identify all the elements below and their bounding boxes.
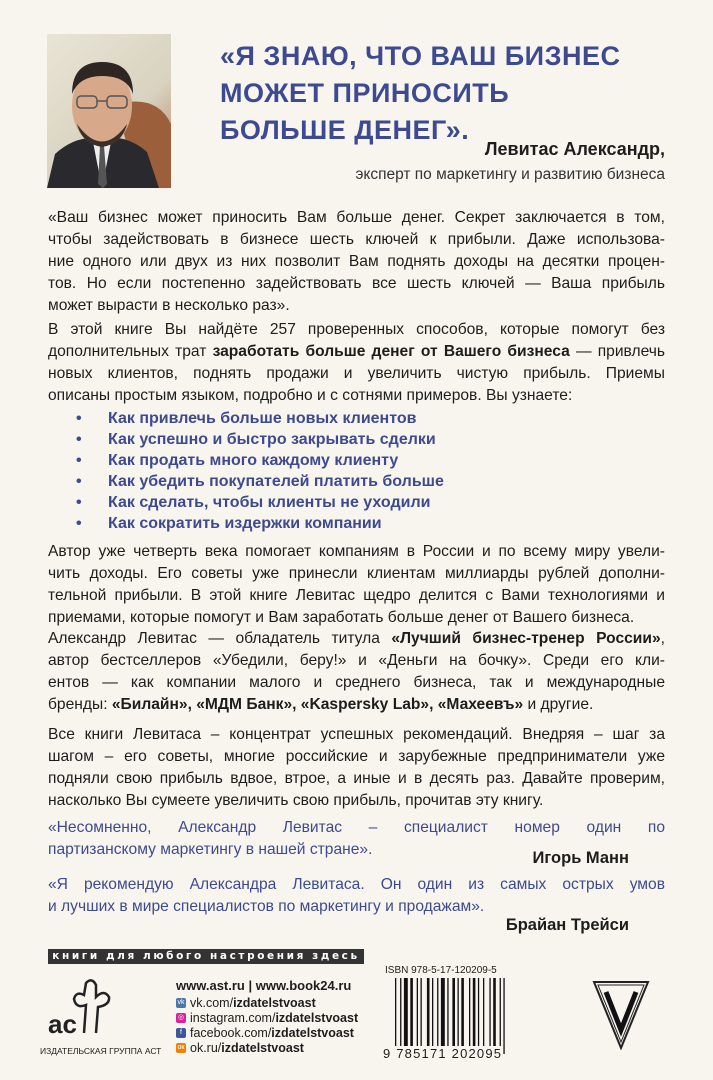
barcode-bar (410, 978, 413, 1046)
isbn: ISBN 978-5-17-120209-5 (385, 965, 497, 976)
headline-line: «Я ЗНАЮ, ЧТО ВАШ БИЗНЕС (220, 41, 621, 71)
text-line (48, 319, 665, 341)
text: описаны простым языком, подробно и с сотнями примеров. Вы узнаете: (48, 387, 573, 404)
text: приемами, которые помогут и Вам заработать больше денег от Вашего бизнеса. (48, 609, 635, 626)
text: Автор уже четверть века помогает компаниям в России и по всему миру увели- (48, 543, 665, 560)
author-role: эксперт по маркетингу и развитию бизнеса (355, 166, 665, 183)
vk-icon: vk (177, 998, 185, 1006)
barcode-bar (395, 978, 396, 1054)
text: шагом – его советы, многие российские и зарубежные предприниматели уже (48, 748, 665, 765)
barcode-bar (437, 978, 438, 1046)
text-line (48, 385, 665, 407)
social-link[interactable] (176, 1025, 358, 1040)
text: насколько Вы сумеете увеличить свою прибыль, прочитав эту книгу. (48, 792, 544, 809)
instagram-icon: ◎ (177, 1013, 185, 1021)
text-line (48, 628, 665, 650)
svg-text:ac: ac (48, 1009, 77, 1039)
list-item-text: Как убедить покупателей платить больше (108, 473, 444, 490)
text-line (48, 724, 665, 746)
text-line (48, 563, 665, 585)
barcode-bar (417, 978, 418, 1046)
testimonial-author: Игорь Манн (532, 849, 629, 867)
barcode-bar (400, 978, 401, 1054)
paragraph (48, 207, 665, 317)
text: может вырасти в несколько раз». (48, 297, 290, 314)
bullet-icon: • (76, 410, 82, 427)
bullet-icon: • (76, 431, 82, 448)
paragraph (48, 628, 665, 716)
text: Все книги Левитаса – концентрат успешных рекомендаций. Внедряя – шаг за (48, 726, 665, 743)
text-line (48, 273, 665, 295)
barcode-digits: 9 785171 202095 (383, 1046, 503, 1061)
text-line (48, 607, 665, 629)
text: «Ваш бизнес может приносить Вам больше денег. Секрет заключается в том, (48, 209, 665, 226)
barcode-bar (452, 978, 455, 1054)
barcode (391, 978, 507, 1056)
text: Александр Левитас — обладатель титула (48, 630, 392, 647)
paragraph (48, 319, 665, 407)
text-line (48, 541, 665, 563)
barcode-bar (493, 978, 496, 1046)
barcode-bar (427, 978, 430, 1046)
barcode-bar (489, 978, 490, 1046)
barcode-bar (478, 978, 479, 1046)
text: чтобы задействовать в бизнесе шесть ключей к прибыли. Даже использова- (48, 231, 665, 248)
barcode-bar (469, 978, 470, 1046)
odnoklassniki-icon: ок (177, 1043, 185, 1051)
author-name: Левитас Александр, (484, 139, 665, 159)
text-line (48, 746, 665, 768)
quote-line: «Я рекомендую Александра Левитаса. Он один из самых острых умов (48, 876, 665, 893)
text-line (48, 585, 665, 607)
list-item-text: Как успешно и быстро закрывать сделки (108, 431, 436, 448)
link-handle: izdatelstvoast (275, 1010, 359, 1025)
barcode-bar (441, 978, 445, 1046)
barcode-bar (447, 978, 448, 1046)
list-item (76, 492, 636, 513)
list-item (76, 408, 636, 429)
link-prefix: instagram.com/ (190, 1010, 276, 1025)
list-item-text: Как сделать, чтобы клиенты не уходили (108, 494, 431, 511)
link-handle: izdatelstvoast (233, 995, 316, 1010)
text: и другие. (523, 696, 594, 713)
link-handle: izdatelstvoast (271, 1025, 354, 1040)
headline-line: МОЖЕТ ПРИНОСИТЬ (220, 78, 510, 108)
text: подняли свою прибыль вдвое, втрое, а иные и в десять раз. Давайте проверим, (48, 770, 665, 787)
age-rating-triangle-icon (592, 980, 650, 1054)
bold-text: «Билайн», «МДМ Банк», «Kaspersky Lab», «Махеевъ» (111, 696, 524, 713)
barcode-bar (473, 978, 476, 1046)
text: дополнительных трат (48, 343, 213, 360)
list-item (76, 471, 636, 492)
social-link[interactable] (176, 1010, 358, 1025)
text-line (48, 363, 665, 385)
text-line (48, 650, 665, 672)
website-links[interactable]: www.ast.ru | www.book24.ru (176, 977, 352, 993)
paragraph (48, 724, 665, 812)
link-prefix: vk.com/ (190, 995, 234, 1010)
text-line (48, 790, 665, 812)
headline-quote (220, 38, 690, 149)
list-item (76, 450, 636, 471)
publisher-name: ИЗДАТЕЛЬСКАЯ ГРУППА АСТ (40, 1046, 162, 1056)
list-item (76, 513, 636, 534)
text: бренды: (48, 696, 112, 713)
link-handle: izdatelstvoast (221, 1040, 304, 1055)
list-item-text: Как продать много каждому клиенту (108, 452, 399, 469)
publisher-links (176, 975, 358, 1055)
link-prefix: facebook.com/ (190, 1025, 272, 1040)
barcode-bar (500, 978, 501, 1046)
text-line (48, 207, 665, 229)
text: тов. Но если постепенно задействовать все шесть ключей — Ваша прибыль (48, 275, 665, 292)
list-item-text: Как привлечь больше новых клиентов (108, 410, 417, 427)
social-link[interactable] (176, 1040, 358, 1055)
headline-line: БОЛЬШЕ ДЕНЕГ». (220, 115, 470, 145)
text: В этой книге Вы найдёте 257 проверенных способов, которые помогут без (48, 321, 665, 338)
bold-text: «Лучший бизнес-тренер России» (391, 630, 661, 647)
text: чить доходы. Его советы уже принесли клиентам миллиарды рублей дополни- (48, 565, 665, 582)
text-line (48, 672, 665, 694)
text: ентов — как компании малого и среднего бизнеса, так и международные (48, 674, 665, 691)
barcode-bar (432, 978, 433, 1046)
ast-logo (46, 975, 116, 1045)
list-item (76, 429, 636, 450)
barcode-bar (404, 978, 408, 1046)
social-link[interactable] (176, 995, 358, 1010)
barcode-bar (483, 978, 484, 1046)
text: ние одного или двух из них позволит Вам поднять доходы на десятки процен- (48, 253, 665, 270)
facebook-icon: f (176, 1028, 186, 1038)
barcode-bar (421, 978, 422, 1046)
author-photo (47, 34, 171, 188)
text-line (48, 229, 665, 251)
bold-text: заработать больше денег от Вашего бизнеса (212, 343, 570, 360)
text-line (48, 251, 665, 273)
bullet-icon: • (76, 473, 82, 490)
quote-line: «Несомненно, Александр Левитас – специалист номер один по (48, 819, 665, 836)
list-item-text: Как сократить издержки компании (108, 515, 382, 532)
paragraph (48, 541, 665, 629)
quote-line: партизанскому маркетингу в нашей стране». (48, 841, 373, 858)
text-line (48, 295, 665, 317)
quote-line: и лучших в мире специалистов по маркетингу и продажам». (48, 898, 485, 915)
bullet-icon: • (76, 494, 82, 511)
text-line (48, 341, 665, 363)
testimonial-quote (48, 874, 665, 918)
testimonial-author: Брайан Трейси (505, 916, 629, 934)
benefits-list (76, 408, 636, 534)
text: — привлечь (569, 343, 665, 360)
barcode-bar (458, 978, 459, 1046)
text-line (48, 694, 665, 716)
barcode-bar (503, 978, 504, 1054)
bullet-icon: • (76, 452, 82, 469)
text: автор бестселлеров «Убедили, беру!» и «Деньги на бочку». Среди его кли- (48, 652, 665, 669)
barcode-bar (461, 978, 464, 1046)
text: тельной прибыли. В этой книге Левитас щедро делится с Вами технологиями и (48, 587, 665, 604)
slogan-banner: книги для любого настроения здесь (48, 949, 364, 964)
text: новых клиентов, поднять продажи и увеличить чистую прибыль. Приемы (48, 365, 665, 382)
bullet-icon: • (76, 515, 82, 532)
text: , (660, 630, 665, 647)
link-prefix: ok.ru/ (190, 1040, 222, 1055)
text-line (48, 768, 665, 790)
